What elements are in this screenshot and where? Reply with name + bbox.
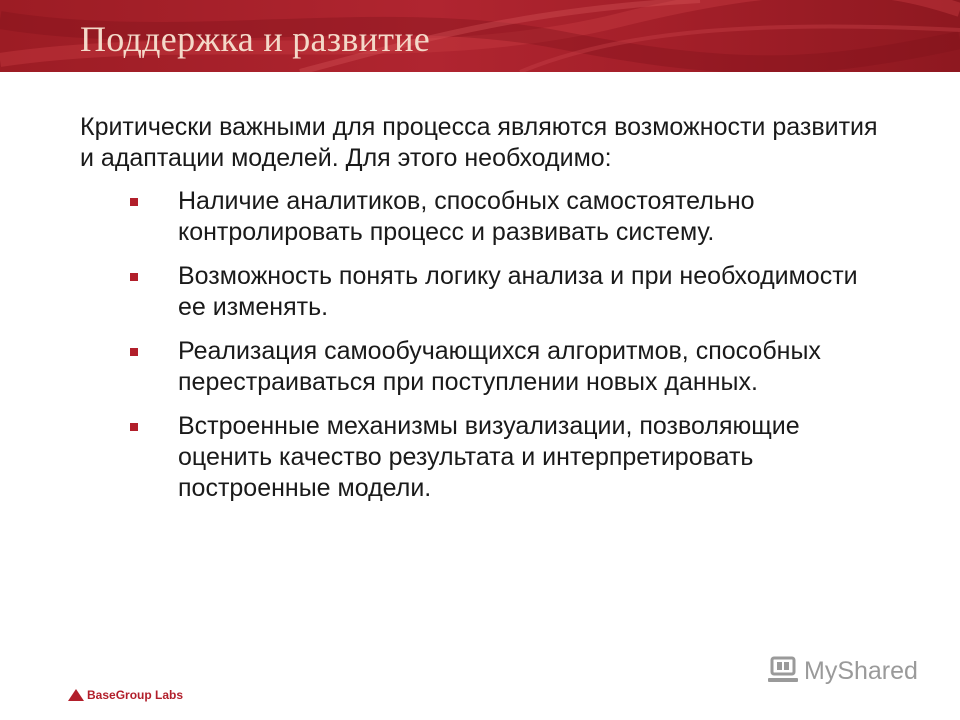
slide-title: Поддержка и развитие — [80, 19, 431, 59]
watermark-text: MyShared — [804, 656, 918, 685]
triangle-logo-icon — [68, 689, 84, 701]
bullet-item — [80, 186, 880, 248]
slide-content — [80, 112, 880, 517]
company-name: BaseGroup Labs — [87, 688, 184, 702]
bullet-list — [80, 186, 880, 504]
bullet-text: Наличие аналитиков, способных самостоятельно контролировать процесс и развивать систему. — [178, 187, 755, 246]
square-bullet-icon — [130, 423, 138, 431]
bullet-text: Возможность понять логику анализа и при необходимости ее изменять. — [178, 262, 858, 321]
myshared-logo-icon — [766, 656, 800, 686]
bullet-item — [80, 411, 880, 504]
intro-text: Критически важными для процесса являются возможности развития и адаптации моделей. Для этого необходимо: — [80, 113, 878, 172]
square-bullet-icon — [130, 273, 138, 281]
company-logo — [68, 688, 183, 702]
bullet-item — [80, 261, 880, 323]
watermark-logo — [766, 656, 918, 686]
bullet-text: Встроенные механизмы визуализации, позволяющие оценить качество результата и интерпретировать построенные модели. — [178, 412, 800, 502]
header-banner — [0, 0, 960, 72]
square-bullet-icon — [130, 348, 138, 356]
bullet-text: Реализация самообучающихся алгоритмов, способных перестраиваться при поступлении новых данных. — [178, 337, 821, 396]
square-bullet-icon — [130, 198, 138, 206]
bullet-item — [80, 336, 880, 398]
